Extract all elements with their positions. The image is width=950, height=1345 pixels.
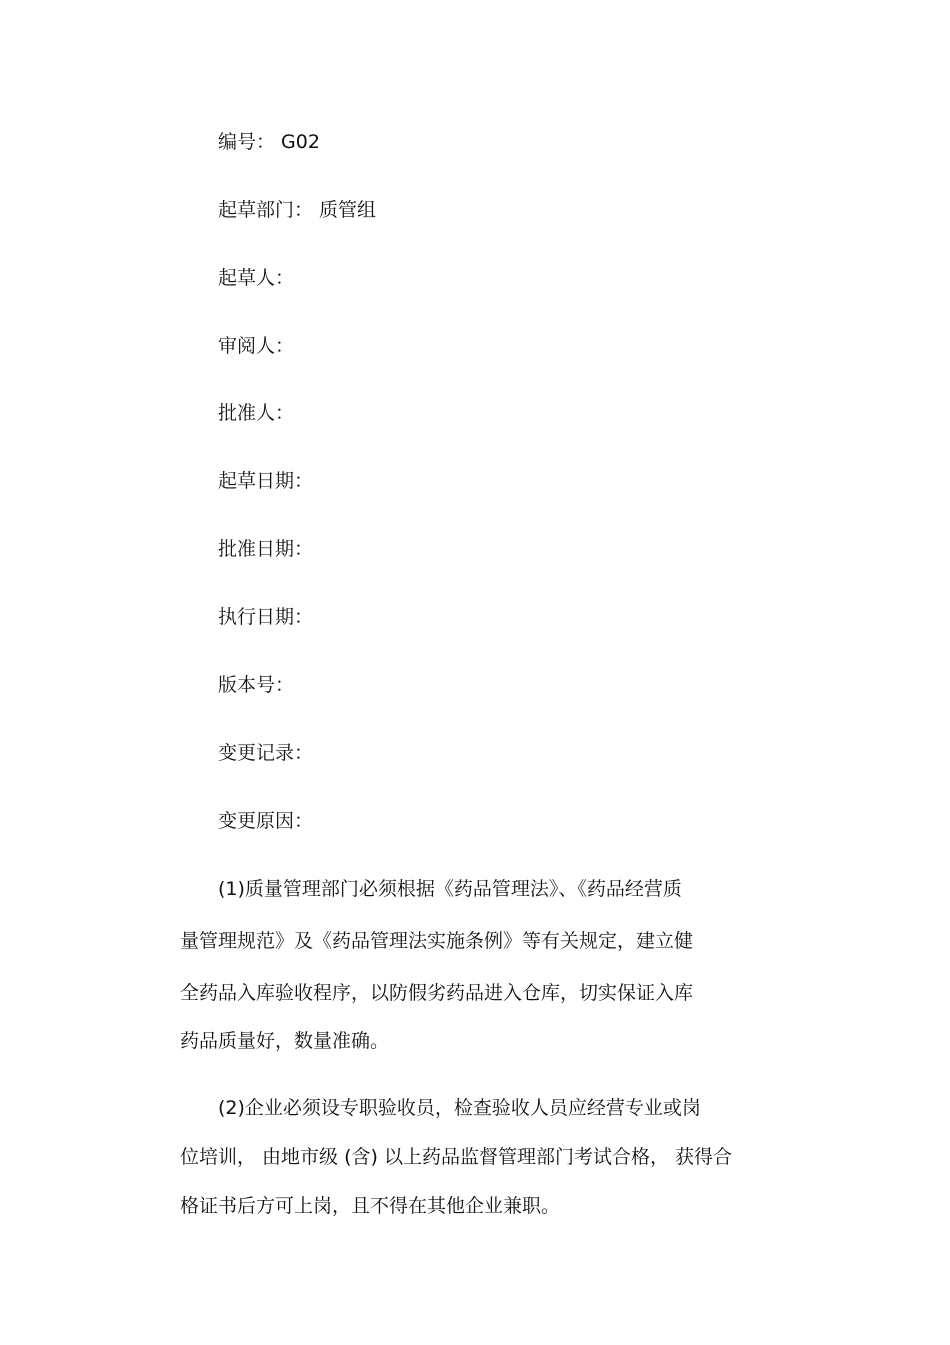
field-label: 批准人：: [218, 402, 295, 424]
field-label: 版本号：: [218, 674, 295, 696]
paragraph-line: 位培训， 由地市级 (含) 以上药品监督管理部门考试合格， 获得合: [180, 1146, 732, 1168]
field-version-number: [218, 673, 300, 697]
paragraph-line: 全药品入库验收程序，以防假劣药品进入仓库，切实保证入库: [180, 982, 694, 1004]
field-change-record: [218, 741, 319, 765]
field-reviewer: [218, 334, 300, 358]
field-value: 质管组: [319, 199, 377, 221]
field-label: 执行日期：: [218, 606, 314, 628]
field-document-number: [218, 130, 320, 154]
field-label: 起草部门：: [218, 199, 314, 221]
paragraph-line: 格证书后方可上岗，且不得在其他企业兼职。: [180, 1195, 561, 1217]
field-drafting-date: [218, 469, 319, 493]
field-drafting-department: [218, 198, 376, 222]
paragraph-line: (1)质量管理部门必须根据《药品管理法》、《药品经营质: [218, 878, 682, 900]
field-approver: [218, 401, 300, 425]
field-drafter: [218, 266, 300, 290]
field-label: 变更原因：: [218, 810, 314, 832]
paragraph-line: 药品质量好，数量准确。: [180, 1030, 390, 1052]
field-label: 变更记录：: [218, 742, 314, 764]
field-value: G02: [281, 131, 320, 153]
field-label: 编号：: [218, 131, 276, 153]
field-label: 审阅人：: [218, 335, 295, 357]
field-label: 起草日期：: [218, 470, 314, 492]
field-label: 批准日期：: [218, 538, 314, 560]
paragraph-line: (2)企业必须设专职验收员，检查验收人员应经营专业或岗: [218, 1097, 701, 1119]
field-approval-date: [218, 537, 319, 561]
field-effective-date: [218, 605, 319, 629]
paragraph-line: 量管理规范》及《药品管理法实施条例》等有关规定，建立健: [180, 930, 694, 952]
field-change-reason: [218, 809, 319, 833]
field-label: 起草人：: [218, 267, 295, 289]
